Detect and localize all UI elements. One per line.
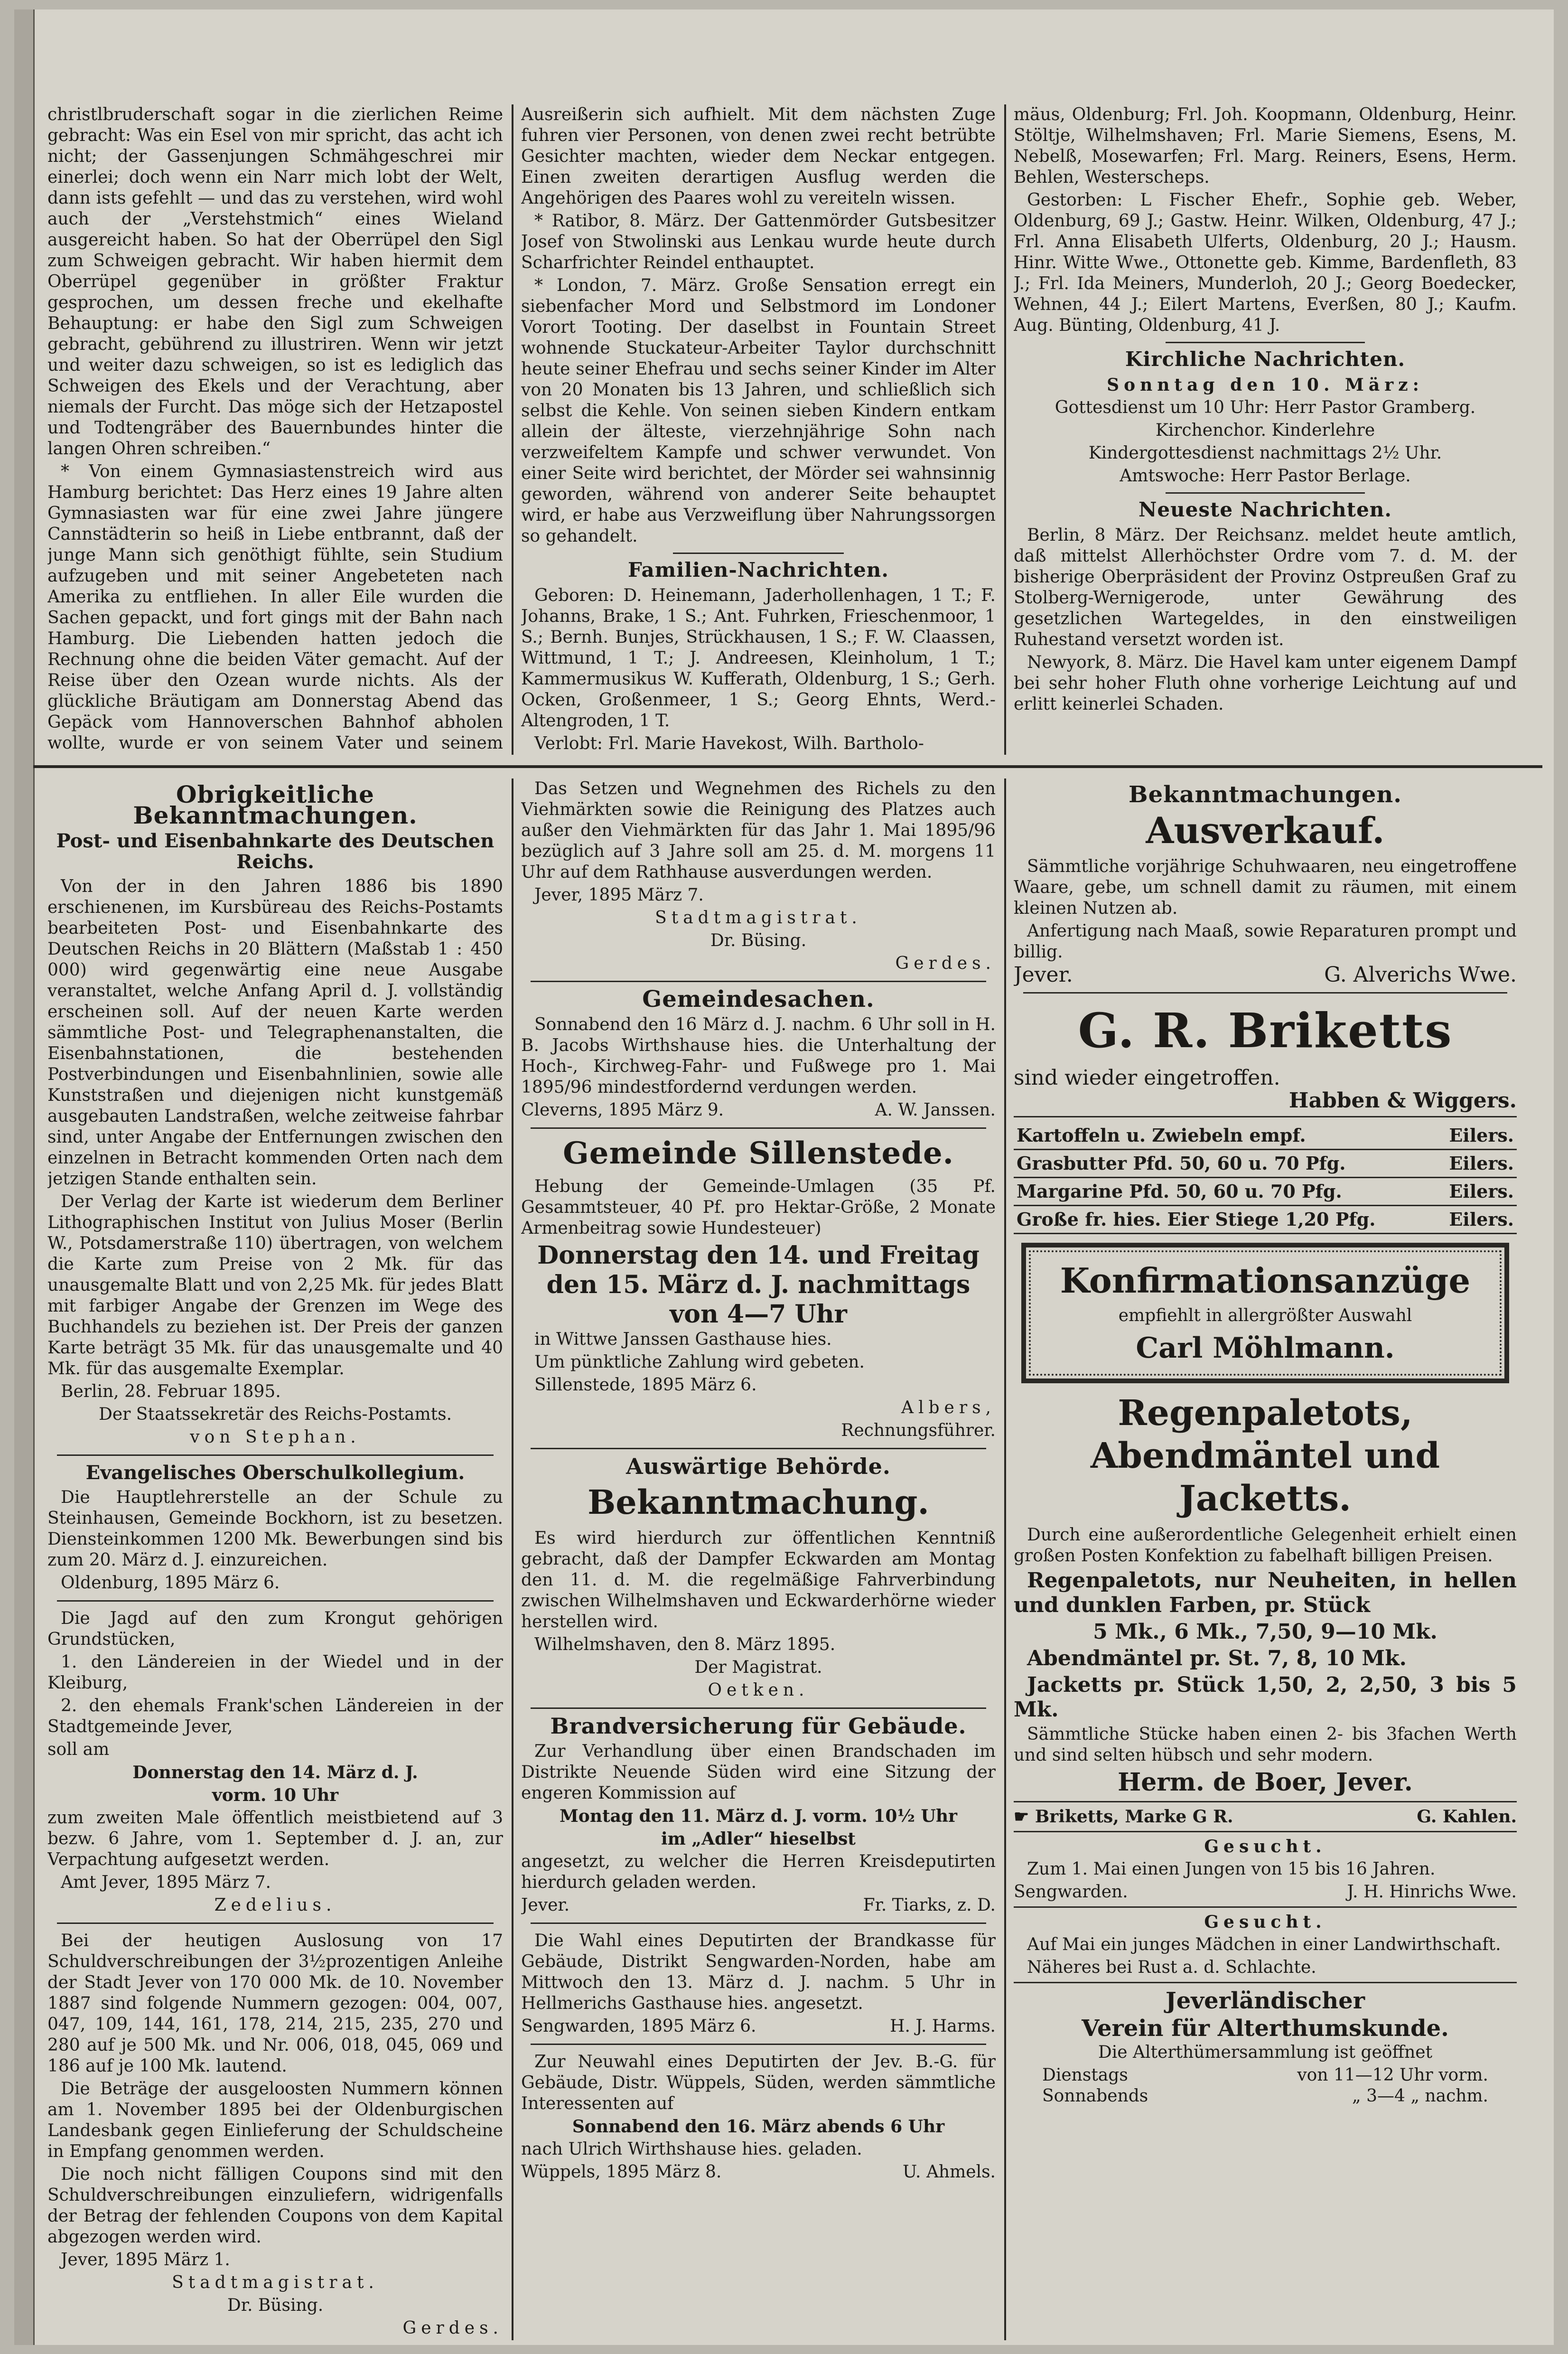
notice-text: Zur Neuwahl eines Deputirten der Jev. B.-G. für Gebäude, Distr. Wüppels, Süden, werden sämmtliche Interessenten auf xyxy=(521,2052,996,2113)
notice-signature: Dr. Büsing. xyxy=(227,2296,324,2315)
notice-place: Jever. xyxy=(521,1895,570,1915)
divider xyxy=(57,1454,494,1456)
local-notices-column xyxy=(521,778,996,2340)
notice-heading: Auswärtige Behörde. xyxy=(626,1454,891,1479)
notice-text: Die Beträge der ausgeloosten Nummern können am 1. November 1895 bei der Oldenburgischen Landesbank gegen Einlieferung der Schuldscheine in Empfang genommen werden. xyxy=(47,2079,503,2161)
divider xyxy=(1014,1831,1517,1832)
notice-signature: Zedelius. xyxy=(214,1895,336,1915)
price-item: Margarine Pfd. 50, 60 u. 70 Pfg. xyxy=(1017,1181,1342,1202)
ad-text: Auf Mai ein junges Mädchen in einer Landwirthschaft. xyxy=(1027,1935,1501,1954)
notice-date: Jever, 1895 März 1. xyxy=(61,2250,230,2270)
section-heading: Kirchliche Nachrichten. xyxy=(1125,347,1406,371)
ad-line xyxy=(1014,1806,1517,1827)
notice-footer xyxy=(521,1100,996,1121)
ad-price-line: 5 Mk., 6 Mk., 7,50, 9—10 Mk. xyxy=(1093,1620,1437,1644)
ad-item: Briketts, Marke G R. xyxy=(1035,1807,1233,1827)
ad-time: von 11—12 Uhr vorm. xyxy=(1297,2065,1488,2085)
divider xyxy=(531,2044,986,2045)
ad-signature: Carl Möhlmann. xyxy=(1136,1332,1395,1365)
ad-heading: Gesucht. xyxy=(1204,1912,1326,1932)
ad-text: Sämmtliche vorjährige Schuhwaaren, neu eingetroffene Waare, gebe, um schnell damit zu räumen, mit einem kleinen Nutzen ab. xyxy=(1014,857,1517,918)
notice-signature: A. W. Janssen. xyxy=(875,1100,996,1120)
price-seller: Eilers. xyxy=(1449,1153,1514,1174)
church-line: Gottesdienst um 10 Uhr: Herr Pastor Gramberg. xyxy=(1055,398,1476,417)
ad-text: Sämmtliche Stücke haben einen 2- bis 3fachen Werth und sind selten hübsch und sehr modern. xyxy=(1014,1725,1517,1765)
ad-text: Die Alterthümersammlung ist geöffnet xyxy=(1098,2043,1433,2062)
notice-date: Montag den 11. März d. J. vorm. 10½ Uhr xyxy=(559,1806,958,1826)
notice-signature: von Stephan. xyxy=(190,1427,361,1447)
notice-signature: Rechnungsführer. xyxy=(841,1421,996,1440)
advertisements-column xyxy=(1014,778,1517,2340)
ad-signature: Herm. de Boer, Jever. xyxy=(1118,1768,1413,1797)
notice-date: Wilhelmshaven, den 8. März 1895. xyxy=(534,1635,836,1654)
price-item: Kartoffeln u. Zwiebeln empf. xyxy=(1017,1125,1306,1146)
divider xyxy=(1023,992,1507,994)
notice-text: Bei der heutigen Auslosung von 17 Schuldverschreibungen der 3½prozentigen Anleihe der Stadt Jever von 170 000 Mk. de 10. November 1887 sind folgende Nummern gezogen: 004, 007, 047, 109, 144, 161, 178, 214, 215, 235, 270 und 280 auf je 500 Mk. und Nr. 006, 018, 045, 069 und 186 auf je 100 Mk. lautend. xyxy=(47,1931,503,2076)
ad-footer xyxy=(1014,1882,1517,1903)
divider xyxy=(1014,1982,1517,1983)
divider xyxy=(531,1127,986,1129)
hand-pointer-icon: ☛ Briketts, Marke G R. xyxy=(1014,1807,1233,1827)
column-divider xyxy=(1004,778,1006,2340)
ad-text: sind wieder eingetroffen. xyxy=(1014,1066,1280,1090)
section-heading: Obrigkeitliche Bekanntmachungen. xyxy=(133,780,418,829)
notice-text: zum zweiten Male öffentlich meistbietend auf 3 bezw. 6 Jahre, vom 1. September d. J. an, zur Verpachtung aufgesetzt werden. xyxy=(47,1808,503,1869)
column-divider xyxy=(512,778,513,2340)
notice-item: 2. den ehemals Frank'schen Ländereien in der Stadtgemeinde Jever, xyxy=(47,1696,503,1736)
article-text: Gestorben: L Fischer Ehefr., Sophie geb. Weber, Oldenburg, 69 J.; Gastw. Heinr. Wilken, Oldenburg, 47 J.; Frl. Anna Elisabeth Ulferts, Oldenburg, 20 J.; Hausm. Hinr. Witte Wwe., Ottonette geb. Kimme, Bardenfleth, 83 J.; Frl. Ida Meiners, Munderloh, 20 J.; Georg Boedecker, Wehnen, 44 J.; Eilert Martens, Everßen, 80 J.; Kaufm. Aug. Bünting, Oldenburg, 41 J. xyxy=(1014,190,1517,335)
notice-title: Bekanntmachung. xyxy=(588,1482,929,1522)
ad-title: Jeverländischer xyxy=(1166,1988,1365,2014)
divider xyxy=(1014,1116,1517,1117)
notice-emphasis: Donnerstag den 14. und Freitag den 15. März d. J. nachmittags von 4—7 Uhr xyxy=(537,1241,980,1329)
notice-date: Amt Jever, 1895 März 7. xyxy=(61,1873,271,1892)
notice-text: Die Jagd auf den zum Krongut gehörigen Grundstücken, xyxy=(47,1609,503,1649)
notice-heading: Brandversicherung für Gebäude. xyxy=(550,1713,967,1739)
newspaper-page xyxy=(14,9,1554,2345)
article-text: Berlin, 8 März. Der Reichsanz. meldet heute amtlich, daß mittelst Allerhöchster Ordre vom 7. d. M. der bisherige Oberpräsident der Provinz Ostpreußen Graf zu Stolberg-Wernigerode, unter Gewährung des gesetzlichen Wartegeldes, in den einstweiligen Ruhestand versetzt worden ist. xyxy=(1014,525,1517,649)
notice-date: Sillenstede, 1895 März 6. xyxy=(534,1375,757,1395)
ad-place: Jever. xyxy=(1014,963,1073,987)
notice-signature: H. J. Harms. xyxy=(890,2016,996,2036)
price-item: Große fr. hies. Eier Stiege 1,20 Pfg. xyxy=(1017,1209,1376,1230)
notice-text: soll am xyxy=(47,1740,110,1759)
divider xyxy=(531,981,986,982)
notice-text: Die noch nicht fälligen Coupons sind mit den Schuldverschreibungen einzuliefern, widrigenfalls der Betrag der fehlenden Coupons von dem Kapital abgezogen werden wird. xyxy=(47,2165,503,2247)
notice-signature: Der Staatssekretär des Reichs-Postamts. xyxy=(98,1405,452,1424)
framed-ad xyxy=(1021,1243,1509,1383)
notice-heading: Evangelisches Oberschulkollegium. xyxy=(85,1462,465,1484)
notice-signature: Gerdes. xyxy=(402,2318,503,2338)
notice-signature: Fr. Tiarks, z. D. xyxy=(863,1895,996,1915)
section-heading: Neueste Nachrichten. xyxy=(1139,498,1392,521)
page-binding-edge xyxy=(14,9,35,2345)
ad-heading: Gesucht. xyxy=(1204,1837,1326,1857)
notice-signature: Der Magistrat. xyxy=(694,1658,822,1677)
divider xyxy=(531,1448,986,1449)
ad-hours xyxy=(1014,2086,1517,2107)
notice-date: Wüppels, 1895 März 8. xyxy=(521,2162,722,2182)
notice-date: Sengwarden, 1895 März 6. xyxy=(521,2016,756,2036)
ad-title: Konfirmationsanzüge xyxy=(1060,1260,1471,1301)
notice-item: 1. den Ländereien in der Wiedel und in der Kleiburg, xyxy=(47,1652,503,1693)
price-seller: Eilers. xyxy=(1449,1181,1514,1202)
ad-signature: J. H. Hinrichs Wwe. xyxy=(1347,1882,1517,1902)
ad-text: Durch eine außerordentliche Gelegenheit erhielt einen großen Posten Konfektion zu fabelhaft billigen Preisen. xyxy=(1014,1525,1517,1566)
price-seller: Eilers. xyxy=(1449,1209,1514,1230)
notice-text: in Wittwe Janssen Gasthause hies. xyxy=(534,1330,832,1349)
ad-text: Anfertigung nach Maaß, sowie Reparaturen prompt und billig. xyxy=(1014,921,1517,962)
ad-signature: Habben & Wiggers. xyxy=(1288,1088,1517,1113)
ad-title: Regenpaletots, Abendmäntel und Jacketts. xyxy=(1090,1393,1440,1519)
ad-day: Sonnabends xyxy=(1042,2086,1148,2106)
church-line: Kindergottesdienst nachmittags 2½ Uhr. xyxy=(1088,443,1442,463)
article-text: * Von einem Gymnasiastenstreich wird aus Hamburg berichtet: Das Herz eines 19 Jahre alten Gymnasiasten war für eine zwei Jahre jüngere Cannstädterin so heiß in Liebe entbrannt, daß der junge Mann sich genöthigt fühlte, sein Studium aufzugeben und mit seiner Angebeteten nach Amerika zu entfliehen. In aller Eile wurden die Sachen gepackt, und fort gings mit der Bahn nach Hamburg. Die Liebenden hatten jedoch die Rechnung ohne die beiden Väter gemacht. Auf der Reise über den Ozean wurde nichts. Als der glückliche Bräutigam am Donnerstag Abend das Gepäck vom Hannoverschen Bahnhof abholen wollte, wurde er von seinem Vater und seinem xyxy=(47,462,503,753)
price-seller: Eilers. xyxy=(1449,1125,1514,1146)
notice-signature: Gerdes. xyxy=(895,954,996,973)
notice-signature: Dr. Büsing. xyxy=(710,931,807,950)
price-item: Grasbutter Pfd. 50, 60 u. 70 Pfg. xyxy=(1017,1153,1346,1174)
notice-place: im „Adler“ hieselbst xyxy=(661,1829,856,1849)
column-divider xyxy=(1004,104,1006,755)
notice-signature: Stadtmagistrat. xyxy=(172,2273,379,2292)
notice-text: Der Verlag der Karte ist wiederum dem Berliner Lithographischen Institut von Julius Moser (Berlin W., Potsdamerstraße 110) übertragen, von welchem die Karte zum Preise von 2 Mk. für das unausgemalte Blatt und von 2,25 Mk. für jedes Blatt mit farbiger Angabe der Grenzen im Wege des Buchhandels zu beziehen ist. Der Preis der ganzen Karte beträgt 35 Mk. für das unausgemalte und 40 Mk. für das ausgemalte Exemplar. xyxy=(47,1192,503,1379)
ad-price-line: Abendmäntel pr. St. 7, 8, 10 Mk. xyxy=(1027,1646,1407,1670)
column-divider xyxy=(512,104,513,755)
church-date: Sonntag den 10. März: xyxy=(1107,375,1424,395)
notice-text: Die Wahl eines Deputirten der Brandkasse für Gebäude, Distrikt Sengwarden-Norden, habe am Mittwoch den 13. März d. J. nachm. 5 Uhr in Hellmerichs Gasthause hies. angesetzt. xyxy=(521,1931,996,2013)
divider xyxy=(1014,1906,1517,1908)
top-column-1 xyxy=(47,104,503,755)
ad-signature: G. Alverichs Wwe. xyxy=(1324,963,1517,987)
ad-title: Ausverkauf. xyxy=(1146,809,1385,852)
notice-text: Von der in den Jahren 1886 bis 1890 erschienenen, im Kursbüreau des Reichs-Postamts bearbeiteten Post- und Eisenbahnkarte des Deutschen Reichs in 20 Blättern (Maßstab 1 : 450 000) wird gegenwärtig eine neue Ausgabe veranstaltet, welche Anfang April d. J. vollständig erscheinen soll. Auf der neuen Karte werden sämmtliche Post- und Telegraphenanstalten, die Eisenbahnstationen, die bestehenden Postverbindungen und Eisenbahnlinien, sowie alle Kunststraßen und diejenigen nicht kunstgemäß ausgebauten Landstraßen, welche zeitweise fahrbar sind, unter Angabe der Entfernungen zwischen den einzelnen in Betracht kommenden Orten nach dem jetzigen Stande enthalten sein. xyxy=(47,877,503,1189)
notice-text: Hebung der Gemeinde-Umlagen (35 Pf. Gesammtsteuer, 40 Pf. pro Hektar-Größe, 2 Monate Armenbeitrag sowie Hundesteuer) xyxy=(521,1177,996,1238)
notice-text: Es wird hierdurch zur öffentlichen Kenntniß gebracht, daß der Dampfer Eckwarden am Montag den 11. d. M. die regelmäßige Fahrverbindung zwischen Wilhelmshaven und Eckwarderhörne wieder herstellen wird. xyxy=(521,1529,996,1632)
notice-text: angesetzt, zu welcher die Herren Kreisdeputirten hierdurch geladen werden. xyxy=(521,1852,996,1892)
top-column-2 xyxy=(521,104,996,755)
divider xyxy=(57,1923,494,1924)
article-text: * Ratibor, 8. März. Der Gattenmörder Gutsbesitzer Josef von Stwolinski aus Lenkau wurde heute durch Scharfrichter Reindel enthauptet. xyxy=(521,211,996,272)
price-line xyxy=(1014,1150,1517,1178)
notice-date: Berlin, 28. Februar 1895. xyxy=(61,1382,281,1401)
ad-price-line: Jacketts pr. Stück 1,50, 2, 2,50, 3 bis 5 Mk. xyxy=(1014,1673,1517,1722)
article-text: Geboren: D. Heinemann, Jaderhollenhagen, 1 T.; F. Johanns, Brake, 1 S.; Ant. Fuhrken, Frieschenmoor, 1 S.; Bernh. Bunjes, Strückhausen, 1 S.; F. W. Claassen, Wittmund, 1 T.; J. Andreesen, Kleinholum, 1 T.; Kammermusikus W. Kufferath, Oldenburg, 1 S.; Gerh. Ocken, Großenmeer, 1 S.; Georg Ehnts, Werd.-Altengroden, 1 T. xyxy=(521,586,996,731)
section-divider xyxy=(33,765,1542,768)
ad-text: empfiehlt in allergrößter Auswahl xyxy=(1118,1306,1412,1325)
official-notices-column xyxy=(47,778,503,2340)
notice-signature: U. Ahmels. xyxy=(903,2162,996,2182)
ad-time: „ 3—4 „ nachm. xyxy=(1352,2086,1488,2106)
divider xyxy=(57,1600,494,1602)
notice-time: vorm. 10 Uhr xyxy=(212,1785,339,1805)
ad-place: Sengwarden. xyxy=(1014,1882,1128,1902)
ad-price-line: Regenpaletots, nur Neuheiten, in hellen und dunklen Farben, pr. Stück xyxy=(1014,1568,1517,1617)
notice-heading: Gemeinde Sillenstede. xyxy=(563,1135,954,1171)
notice-date: Cleverns, 1895 März 9. xyxy=(521,1100,724,1120)
notice-text: Das Setzen und Wegnehmen des Richels zu den Viehmärkten sowie die Reinigung des Platzes auch außer den Viehmärkten für das Jahr 1. Mai 1895/96 bezüglich auf 3 Jahre soll am 25. d. M. morgens 11 Uhr auf dem Rathhause ausverdungen werden. xyxy=(521,779,996,882)
divider xyxy=(1014,1801,1517,1802)
price-line xyxy=(1014,1178,1517,1206)
notice-footer xyxy=(521,2162,996,2183)
price-line xyxy=(1014,1122,1517,1150)
ad-hours xyxy=(1014,2065,1517,2086)
section-heading: Familien-Nachrichten. xyxy=(628,558,889,581)
notice-date: Sonnabend den 16. März abends 6 Uhr xyxy=(572,2117,945,2137)
notice-text: Um pünktliche Zahlung wird gebeten. xyxy=(534,1352,865,1372)
notice-date: Donnerstag den 14. März d. J. xyxy=(132,1763,418,1782)
top-column-3 xyxy=(1014,104,1517,755)
notice-text: Die Hauptlehrerstelle an der Schule zu Steinhausen, Gemeinde Bockhorn, ist zu besetzen. Diensteinkommen 1200 Mk. Bewerbungen sind bis zum 20. März d. J. einzureichen. xyxy=(47,1488,503,1570)
church-line: Kirchenchor. Kinderlehre xyxy=(1155,421,1375,440)
article-text: christlbruderschaft sogar in die zierlichen Reime gebracht: Was ein Esel von mir spricht, das acht ich nicht; der Gassenjungen Schmähgeschrei mir einerlei; doch wenn ein Narr mich lobt der Welt, dann ists gefehlt — und das zu verstehen, wird wohl auch der „Verstehstmich“ eines Wieland ausgereicht haben. So hat der Oberrüpel den Sigl zum Schweigen gebracht. Wir haben hiermit dem Oberrüpel gegenüber in größter Fraktur gesprochen, um dessen freche und ekelhafte Behauptung: er habe den Sigl zum Schweigen gebracht, gebührend zu illustriren. Wenn wir jetzt und weiter dazu schweigen, so ist es lediglich das Schweigen des Ekels und der Verachtung, aber niemals der Furcht. Das möge sich der Hetzapostel und Todtengräber des Bauernbundes hinter die langen Ohren schreiben.“ xyxy=(47,105,503,459)
ad-title: Verein für Alterthumskunde. xyxy=(1082,2015,1449,2042)
divider xyxy=(531,1923,986,1924)
notice-heading: Gemeindesachen. xyxy=(642,986,875,1013)
article-text: Newyork, 8. März. Die Havel kam unter eigenem Dampf bei sehr hoher Fluth ohne vorherige Leichtung auf und erlitt keinerlei Schaden. xyxy=(1014,653,1517,714)
notice-heading: Post- und Eisenbahnkarte des Deutschen Reichs. xyxy=(56,830,495,873)
notice-footer xyxy=(521,2016,996,2037)
ad-text: Zum 1. Mai einen Jungen von 15 bis 16 Jahren. xyxy=(1027,1859,1436,1879)
notice-date: Oldenburg, 1895 März 6. xyxy=(61,1573,280,1593)
notice-text: nach Ulrich Wirthshause hies. geladen. xyxy=(521,2139,862,2159)
divider xyxy=(1166,342,1365,343)
article-text: mäus, Oldenburg; Frl. Joh. Koopmann, Oldenburg, Heinr. Stöltje, Wilhelmshaven; Frl. Marie Siemens, Esens, M. Nebelß, Mosewarfen; Frl. Marg. Reiners, Esens, Herm. Behlen, Westerscheps. xyxy=(1014,105,1517,187)
article-text: * London, 7. März. Große Sensation erregt ein siebenfacher Mord und Selbstmord im Londoner Vorort Tooting. Der daselbst in Fountain Street wohnende Stuckateur-Arbeiter Taylor durchschnitt heute seiner Ehefrau und sechs seiner Kinder im Alter von 20 Monaten bis 13 Jahren, und schließlich sich selbst die Kehle. Von seinen sieben Kindern entkam allein der älteste, vierzehnjährige Sohn nach verzweifeltem Kampfe und schwer verwundet. Von einer Seite wird berichtet, der Mörder sei wahnsinnig geworden, während von anderer Seite behauptet wird, er habe aus Verzweiflung über Nahrungssorgen so gehandelt. xyxy=(521,276,996,546)
church-line: Amtswoche: Herr Pastor Berlage. xyxy=(1120,466,1411,486)
notice-signature: Albers, xyxy=(901,1398,996,1417)
notice-signature: Oetken. xyxy=(708,1680,809,1700)
divider xyxy=(1166,492,1365,494)
ad-footer xyxy=(1014,965,1517,985)
section-heading: Bekanntmachungen. xyxy=(1129,781,1402,808)
article-text: Ausreißerin sich aufhielt. Mit dem nächsten Zuge fuhren vier Personen, von denen zwei recht betrübte Gesichter machten, wieder dem Neckar entgegen. Einen zweiten derartigen Ausflug werden die Angehörigen des Paares wohl zu vereiteln wissen. xyxy=(521,105,996,208)
notice-text: Sonnabend den 16 März d. J. nachm. 6 Uhr soll in H. B. Jacobs Wirthshause hies. die Unterhaltung der Hoch-, Kirchweg-Fahr- und Fußwege pro 1. Mai 1895/96 mindestfordernd verdungen werden. xyxy=(521,1015,996,1097)
notice-signature: Stadtmagistrat. xyxy=(655,908,862,928)
divider xyxy=(531,1707,986,1709)
notice-text: Zur Verhandlung über einen Brandschaden im Distrikte Neuende Süden wird eine Sitzung der engeren Kommission auf xyxy=(521,1742,996,1803)
ad-text: Näheres bei Rust a. d. Schlachte. xyxy=(1027,1958,1316,1977)
notice-date: Jever, 1895 März 7. xyxy=(534,885,704,905)
divider xyxy=(673,553,844,554)
ad-title: G. R. Briketts xyxy=(1078,1003,1453,1059)
ad-day: Dienstags xyxy=(1042,2065,1128,2085)
article-text: Verlobt: Frl. Marie Havekost, Wilh. Bartholo- xyxy=(534,734,924,753)
price-line xyxy=(1014,1206,1517,1234)
ad-signature: G. Kahlen. xyxy=(1417,1807,1517,1827)
notice-footer xyxy=(521,1895,996,1916)
